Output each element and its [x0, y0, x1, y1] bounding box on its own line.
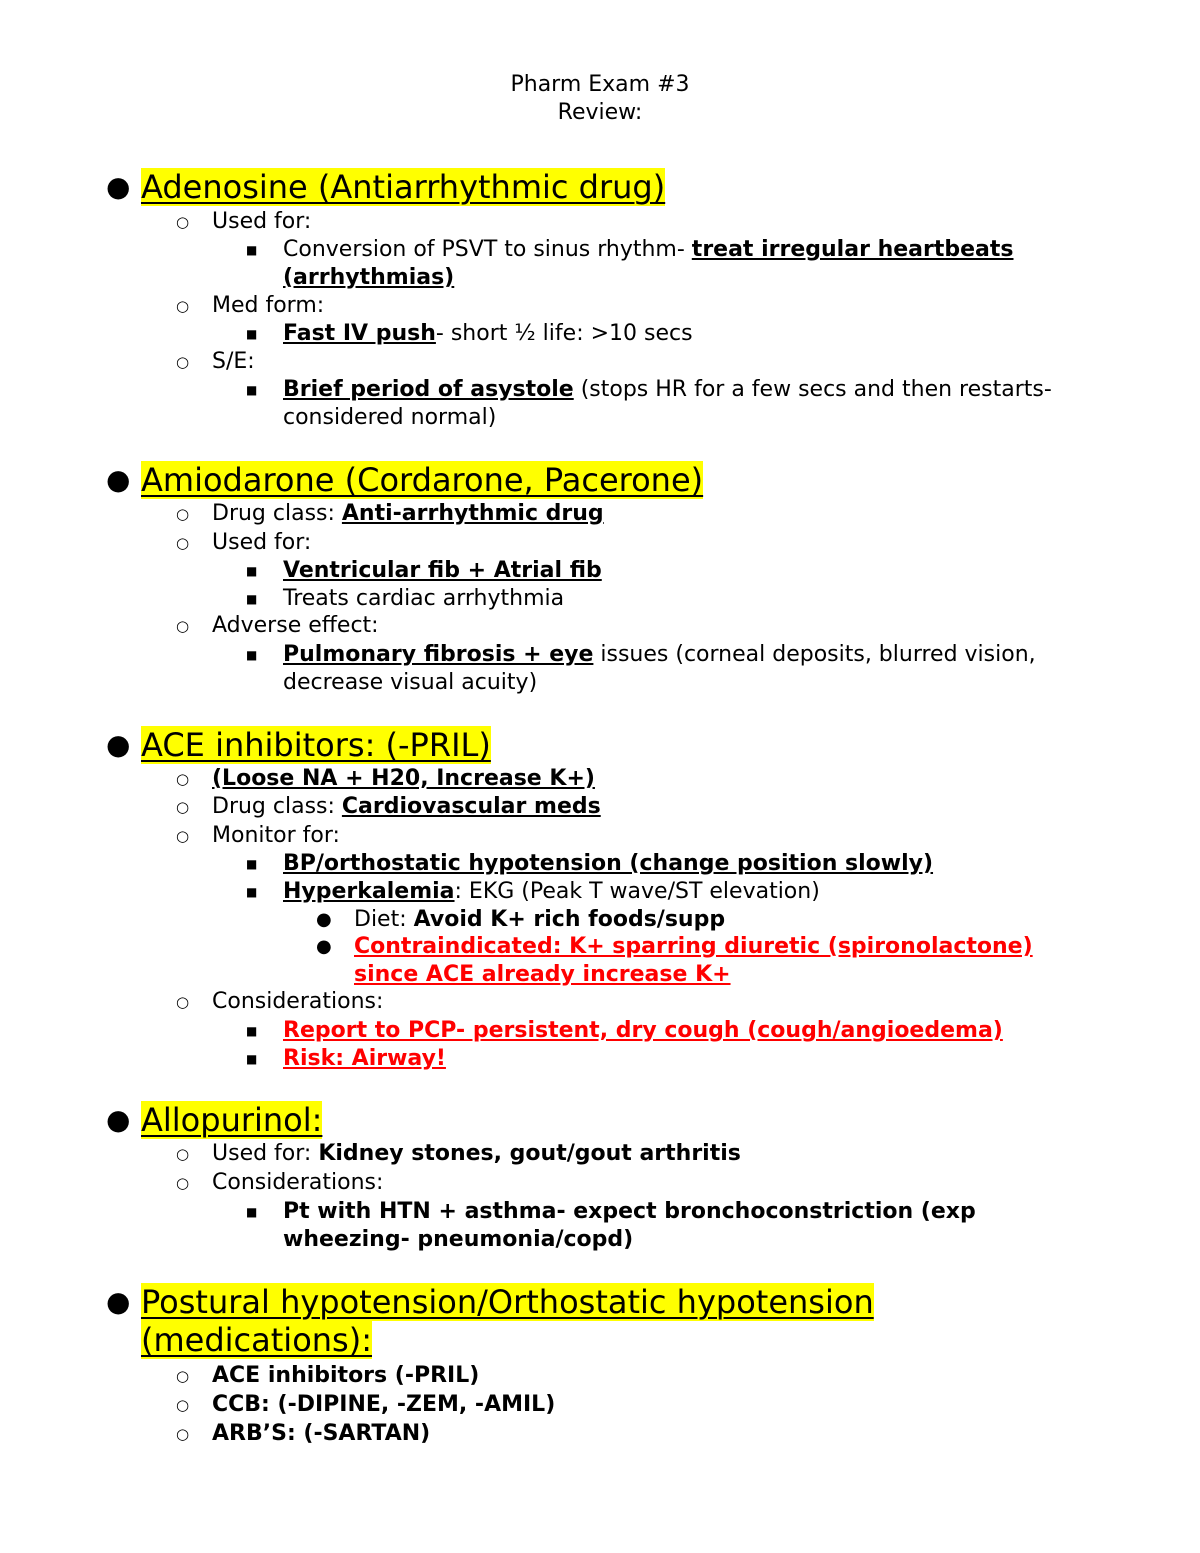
- item-bold-red: since ACE already increase K+: [354, 962, 731, 987]
- list-item-continuation: [283, 1226, 633, 1254]
- se-label: S/E:: [212, 349, 255, 374]
- square-bullet-icon: ■: [246, 564, 258, 578]
- circle-bullet-icon: ○: [176, 993, 190, 1011]
- square-bullet-icon: ■: [246, 885, 258, 899]
- item-bold-red: Report to PCP- persistent, dry cough (cough/angioedema): [283, 1018, 1003, 1043]
- bullet-icon: ●: [106, 728, 131, 761]
- square-bullet-icon: ■: [246, 857, 258, 871]
- list-item: [283, 557, 602, 585]
- item-text: issues (corneal deposits, blurred vision,: [593, 642, 1036, 667]
- circle-bullet-icon: ○: [176, 1396, 190, 1414]
- considerations-label: Considerations:: [212, 1170, 384, 1195]
- circle-bullet-icon: ○: [176, 297, 190, 315]
- item-bold: Fast IV push: [283, 321, 436, 346]
- bullet-icon: ●: [106, 170, 131, 203]
- item-bold: wheezing- pneumonia/copd): [283, 1227, 634, 1252]
- dot-bullet-icon: ●: [316, 909, 332, 930]
- circle-bullet-icon: ○: [176, 534, 190, 552]
- section-heading-allopurinol: [141, 1100, 322, 1140]
- square-bullet-icon: ■: [246, 243, 258, 257]
- section-heading-postural: [141, 1282, 874, 1322]
- section-heading-postural-continuation: [141, 1320, 372, 1360]
- used-for-label: Used for:: [212, 530, 312, 555]
- list-item: [283, 1017, 1003, 1045]
- document-title: Pharm Exam #3: [510, 72, 690, 97]
- heading-text: Postural hypotension/Orthostatic hypotension: [141, 1283, 874, 1321]
- item-bold: Kidney stones, gout/gout arthritis: [318, 1141, 741, 1166]
- item-bold: treat irregular heartbeats: [691, 237, 1014, 262]
- list-item: [354, 906, 725, 934]
- list-item-continuation: [354, 961, 731, 989]
- heading-text: Amiodarone (Cordarone, Pacerone): [141, 461, 704, 499]
- item-bold: BP/orthostatic hypotension (change position slowly): [283, 851, 934, 876]
- square-bullet-icon: ■: [246, 648, 258, 662]
- circle-bullet-icon: ○: [176, 213, 190, 231]
- circle-bullet-icon: ○: [176, 1367, 190, 1385]
- list-item: [283, 376, 1052, 404]
- circle-bullet-icon: ○: [176, 353, 190, 371]
- list-item: [283, 1045, 446, 1073]
- used-for-label: Used for:: [212, 209, 312, 234]
- list-item: [212, 1140, 741, 1168]
- square-bullet-icon: ■: [246, 1024, 258, 1038]
- document-subtitle: Review:: [557, 100, 643, 125]
- list-item: [212, 793, 601, 821]
- adverse-label: Adverse effect:: [212, 613, 379, 638]
- item-label: Drug class:: [212, 501, 342, 526]
- item-bold-red: Risk: Airway!: [283, 1046, 446, 1071]
- list-item: [283, 320, 693, 348]
- list-item-continuation: decrease visual acuity): [283, 670, 538, 695]
- square-bullet-icon: ■: [246, 1052, 258, 1066]
- considerations-label: Considerations:: [212, 989, 384, 1014]
- dot-bullet-icon: ●: [316, 936, 332, 957]
- item-label: Diet:: [354, 907, 414, 932]
- item-text: - short ½ life: >10 secs: [435, 321, 693, 346]
- list-item: [283, 1198, 976, 1226]
- list-item: [212, 765, 595, 793]
- circle-bullet-icon: ○: [176, 1145, 190, 1163]
- item-bold: Pt with HTN + asthma- expect bronchoconstriction (exp: [283, 1199, 976, 1224]
- circle-bullet-icon: ○: [176, 1174, 190, 1192]
- heading-text: (medications):: [141, 1321, 372, 1359]
- item-bold-red: Contraindicated: K+ sparring diuretic (spironolactone): [354, 934, 1033, 959]
- square-bullet-icon: ■: [246, 383, 258, 397]
- square-bullet-icon: ■: [246, 327, 258, 341]
- item-text: Conversion of PSVT to sinus rhythm-: [283, 237, 692, 262]
- section-heading-amiodarone: [141, 460, 703, 500]
- item-bold: Hyperkalemia: [283, 879, 455, 904]
- circle-bullet-icon: ○: [176, 505, 190, 523]
- list-item-continuation: [283, 264, 454, 292]
- list-item: [283, 641, 1036, 669]
- item-bold: (Loose NA + H20, Increase K+): [212, 766, 595, 791]
- item-text: (stops HR for a few secs and then restarts-: [573, 377, 1052, 402]
- list-item: [354, 933, 1033, 961]
- item-bold: (arrhythmias): [283, 265, 455, 290]
- item-bold: Avoid K+ rich foods/supp: [413, 907, 726, 932]
- section-heading-ace: [141, 725, 491, 765]
- list-item: [283, 850, 933, 878]
- list-item: ACE inhibitors (-PRIL): [212, 1363, 480, 1388]
- list-item: [212, 500, 604, 528]
- item-text: : EKG (Peak T wave/ST elevation): [454, 879, 820, 904]
- monitor-label: Monitor for:: [212, 823, 340, 848]
- circle-bullet-icon: ○: [176, 798, 190, 816]
- circle-bullet-icon: ○: [176, 1425, 190, 1443]
- heading-text: Allopurinol:: [141, 1101, 323, 1139]
- square-bullet-icon: ■: [246, 1205, 258, 1219]
- list-item: [283, 878, 820, 906]
- item-bold: Ventricular fib + Atrial fib: [283, 558, 602, 583]
- item-label: Used for:: [212, 1141, 319, 1166]
- circle-bullet-icon: ○: [176, 617, 190, 635]
- bullet-icon: ●: [106, 1103, 131, 1136]
- square-bullet-icon: ■: [246, 592, 258, 606]
- item-label: Drug class:: [212, 794, 342, 819]
- list-item: CCB: (-DIPINE, -ZEM, -AMIL): [212, 1392, 556, 1417]
- heading-text: Adenosine (Antiarrhythmic drug): [141, 168, 666, 206]
- bullet-icon: ●: [106, 463, 131, 496]
- item-bold: Pulmonary fibrosis + eye: [283, 642, 594, 667]
- item-bold: Brief period of asystole: [283, 377, 574, 402]
- heading-text: ACE inhibitors: (-PRIL): [141, 726, 491, 764]
- item-bold: Cardiovascular meds: [341, 794, 601, 819]
- list-item: Treats cardiac arrhythmia: [283, 586, 565, 611]
- circle-bullet-icon: ○: [176, 770, 190, 788]
- list-item-continuation: considered normal): [283, 405, 497, 430]
- bullet-icon: ●: [106, 1285, 131, 1318]
- med-form-label: Med form:: [212, 293, 325, 318]
- circle-bullet-icon: ○: [176, 827, 190, 845]
- item-bold: Anti-arrhythmic drug: [341, 501, 604, 526]
- list-item: ARB’S: (-SARTAN): [212, 1421, 431, 1446]
- list-item: [283, 236, 1014, 264]
- section-heading-adenosine: [141, 167, 665, 207]
